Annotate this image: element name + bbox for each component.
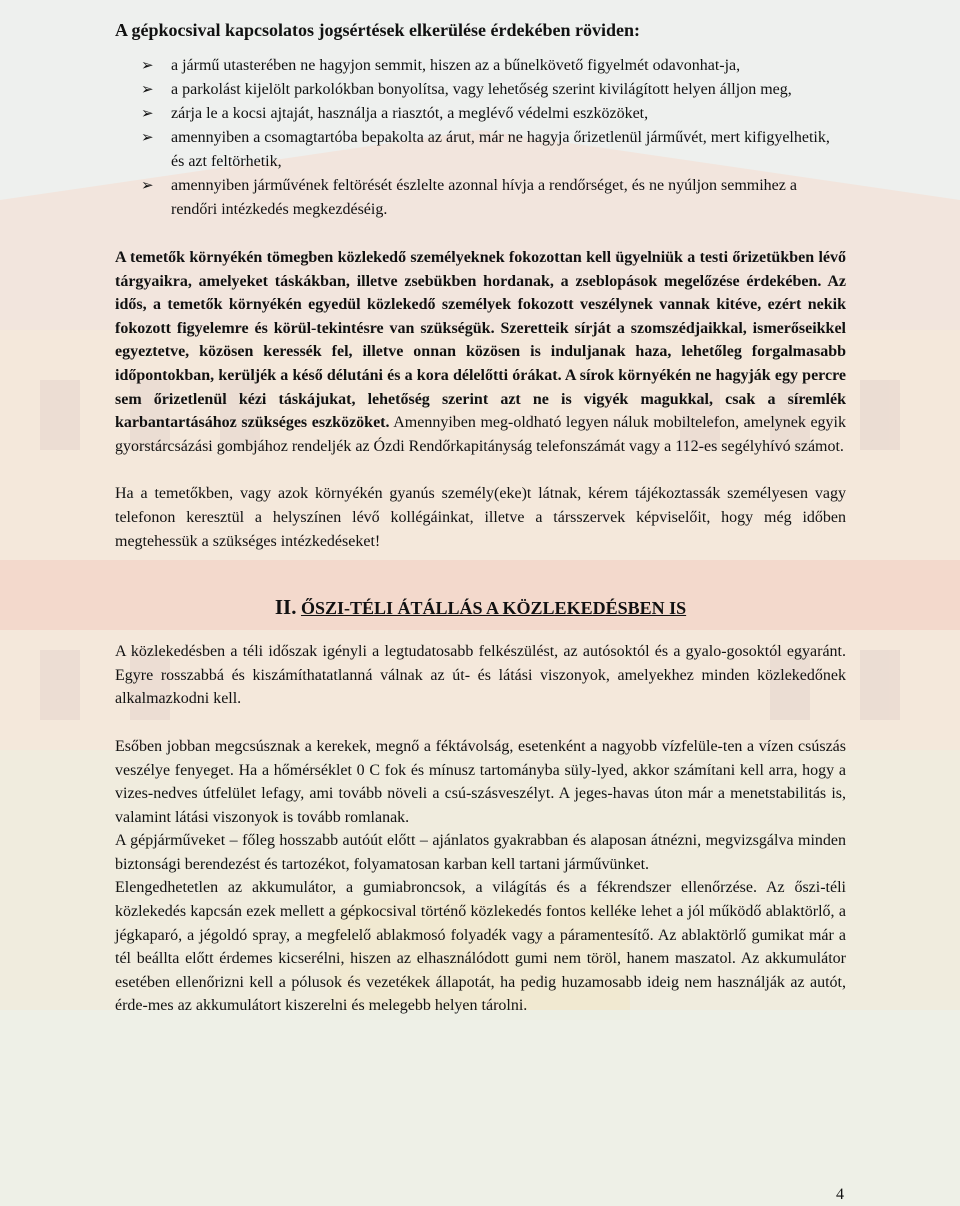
list-item-text: a parkolást kijelölt parkolókban bonyolítsa, vagy lehetőség szerint kivilágított helyen álljon meg, bbox=[171, 81, 792, 98]
list-item bbox=[141, 54, 846, 78]
paragraph-vehicle-check: A gépjárműveket – főleg hosszabb autóút előtt – ajánlatos gyakrabban és alaposan átnézni, megvizsgálva minden biztonsági berendezést és tartozékot, folyamatosan karban kell tartani járművünket. bbox=[115, 832, 846, 873]
paragraph-winter-intro: A közlekedésben a téli időszak igényli a legtudatosabb felkészülést, az autósoktól és a gyalo-gosoktól egyaránt. Egyre rosszabbá és kiszámíthatatlanná válnak az út- és látási viszonyok, amelyekhez minden közlekedőnek alkalmazkodni kell. bbox=[115, 643, 846, 708]
arrow-bullet-icon: ➢ bbox=[141, 178, 154, 194]
bold-text: A temetők környékén tömegben közlekedő személyeknek fokozottan kell ügyelniük a testi őrizetükben lévő tárgyaikra, amelyeket táskákban, illetve zsebükben hordanak, a zseblopások megelőzése érdekében. Az idős, a temetők környékén egyedül közlekedő személyek fokozott veszélynek vannak kitéve, ezért nekik fokozott figyelemre és körül-tekintésre van szükségük. Szeretteik sírját a szomszédjaikkal, ismerőseikkel egyeztetve, közösen keressék fel, illetve onnan közösen is induljanak haza, lehetőleg forgalmasabb időpontokban, kerüljék a késő délutáni és a kora délelőtti órákat. A sírok környékén ne hagyják egy percre sem őrizetlenül kézi táskájukat, lehetőség szerint azt ne is vigyék magukkal, csak a síremlék karbantartásához szükséges eszközöket. bbox=[115, 249, 846, 432]
paragraph-rain: Esőben jobban megcsúsznak a kerekek, megnő a féktávolság, esetenként a nagyobb vízfelüle-ten a vízen csúszás veszélye fenyeget. Ha a hőmérséklet 0 C fok és mínusz tartományba süly-lyed, akkor számítani kell arra, hogy a vizes-nedves útfelület lefagy, ami tovább növeli a csú-szásveszélyt. A jeges-havas úton már a menetstabilitás is, valamint látási viszonyok is tovább romlanak. bbox=[115, 737, 846, 826]
bullet-list bbox=[115, 54, 846, 222]
list-item bbox=[141, 174, 846, 222]
page-number: 4 bbox=[836, 1186, 844, 1203]
arrow-bullet-icon: ➢ bbox=[141, 82, 154, 98]
document-body bbox=[115, 18, 846, 1018]
list-item bbox=[141, 78, 846, 102]
list-item-text: amennyiben járművének feltörését észlelte azonnal hívja a rendőrséget, és ne nyúljon semmihez a rendőri intézkedés megkezdéséig. bbox=[171, 177, 797, 218]
arrow-bullet-icon: ➢ bbox=[141, 58, 154, 74]
section-title bbox=[115, 595, 846, 620]
arrow-bullet-icon: ➢ bbox=[141, 130, 154, 146]
list-item bbox=[141, 126, 846, 174]
section-title-text: ŐSZI-TÉLI ÁTÁLLÁS A KÖZLEKEDÉSBEN IS bbox=[300, 598, 687, 619]
list-item-text: amennyiben a csomagtartóba bepakolta az árut, már ne hagyja őrizetlenül járművét, mert kifigyelhetik, és azt feltörhetik, bbox=[171, 129, 830, 170]
paragraph-equipment: Elengedhetetlen az akkumulátor, a gumiabroncsok, a világítás és a fékrendszer ellenőrzése. Az őszi-téli közlekedés kapcsán ezek mellett a gépkocsival történő közlekedés fontos kelléke lehet a jól működő ablaktörlő, a jégkaparó, a jégoldó spray, a megfelelő ablakmosó folyadék vagy a páramentesítő. Az ablaktörlő gumikat már a tél beállta előtt érdemes kicserélni, hiszen az elhasználódott gumi nem töröl, hanem maszatol. Az akkumulátor esetében ellenőrizni kell a pólusok és vezetékek állapotát, ha pedig huzamosabb ideig nem használják az autót, érde-mes az akkumulátort kiszerelni és melegebb helyen tárolni. bbox=[115, 879, 846, 1015]
paragraph-cemetery-safety bbox=[115, 246, 846, 458]
paragraph-suspicious-persons: Ha a temetőkben, vagy azok környékén gyanús személy(eke)t látnak, kérem tájékoztassák személyesen vagy telefonon keresztül a helyszínen lévő kollégáinkat, illetve a társszervek képviselőit, hogy még időben megtehessük a szükséges intézkedéseket! bbox=[115, 485, 846, 550]
heading: A gépkocsival kapcsolatos jogsértések elkerülése érdekében röviden: bbox=[115, 20, 640, 40]
arrow-bullet-icon: ➢ bbox=[141, 106, 154, 122]
section-number: II. bbox=[274, 595, 297, 620]
list-item-text: a jármű utasterében ne hagyjon semmit, hiszen az a bűnelkövető figyelmét odavonhat-ja, bbox=[171, 57, 741, 74]
list-item bbox=[141, 102, 846, 126]
list-item-text: zárja le a kocsi ajtaját, használja a riasztót, a meglévő védelmi eszközöket, bbox=[171, 105, 649, 122]
normal-text: Amennyiben meg-oldható legyen náluk mobiltelefon, amelynek egyik gyorstárcsázási gombjához rendeljék az Ózdi Rendőrkapitányság telefonszámát vagy a 112-es segélyhívó számot. bbox=[115, 414, 846, 455]
